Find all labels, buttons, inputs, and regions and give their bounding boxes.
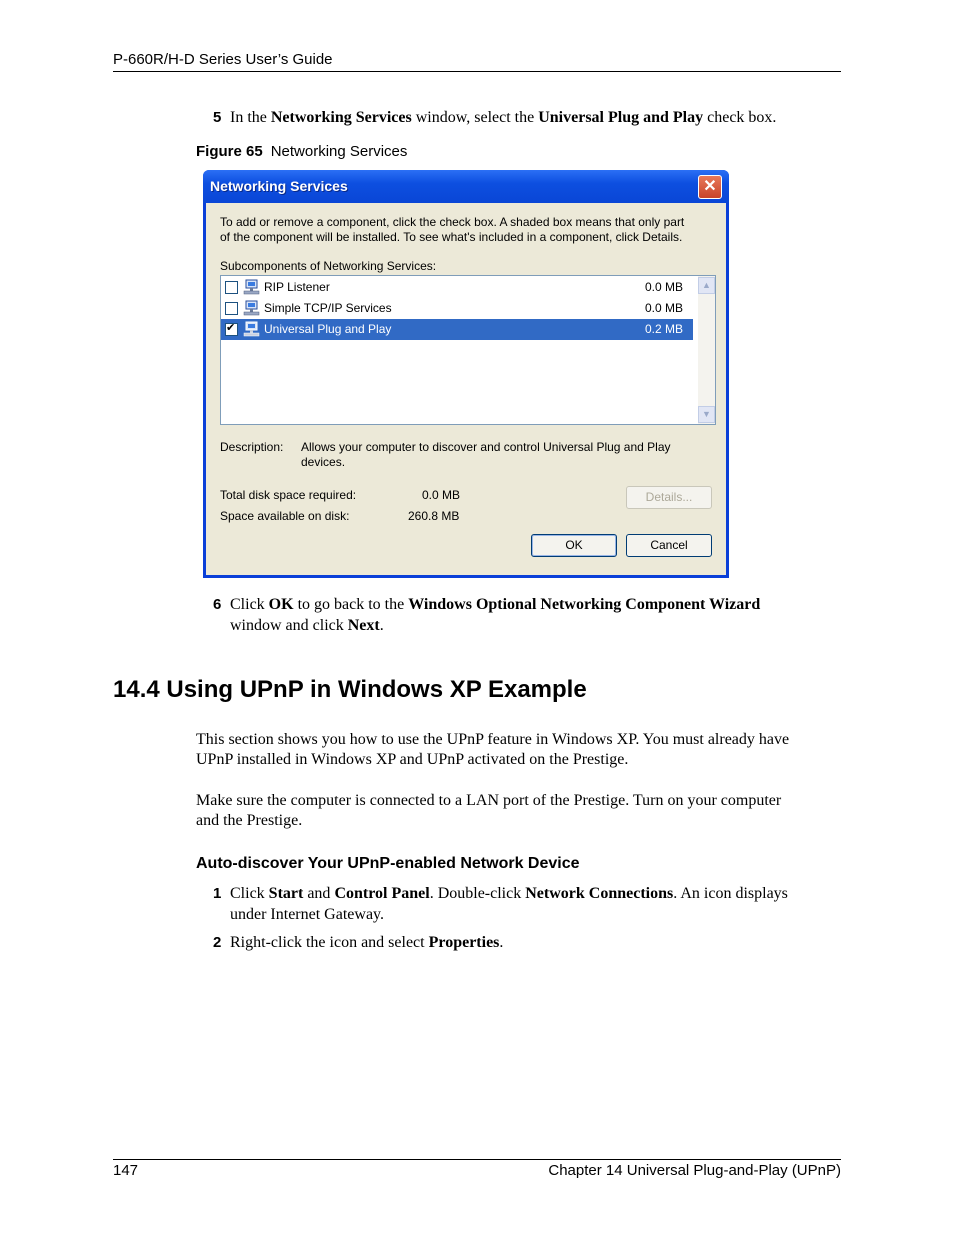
chapter-footer: Chapter 14 Universal Plug-and-Play (UPnP) [548,1162,841,1179]
disk-available-value: 260.8 MB [408,509,460,523]
disk-required-label: Total disk space required: [220,488,357,502]
paragraph-intro: This section shows you how to use the UPnP feature in Windows XP. You must already have UPnP installed in Windows XP and UPnP activated on the Prestige. [196,731,790,768]
step-number: 1 [213,885,222,902]
close-button[interactable] [698,175,722,199]
page-number: 147 [113,1162,139,1179]
item-size: 0.2 MB [644,322,683,336]
subcomponents-label: Subcomponents of Networking Services: [220,259,437,273]
section-title: 14.4 Using UPnP in Windows XP Example [113,676,587,703]
running-header: P-660R/H-D Series User’s Guide [113,51,333,68]
ok-button[interactable]: OK [531,534,617,557]
networking-services-dialog [203,170,729,578]
description-line-1: Allows your computer to discover and control Universal Plug and Play [301,440,671,454]
item-label: Simple TCP/IP Services [264,301,392,315]
checkbox[interactable] [225,302,238,315]
list-item-rip-listener[interactable] [221,277,693,298]
dialog-title-bar[interactable] [203,170,729,203]
paragraph-setup: Make sure the computer is connected to a LAN port of the Prestige. Turn on your computer and the Prestige. [196,792,782,829]
figure-caption-text: Networking Services [270,143,408,160]
cancel-button[interactable]: Cancel [626,534,712,557]
subcomponents-list[interactable] [220,275,716,425]
step-6: 6 Click OK to go back to the Windows Optional Networking Component Wizard window and click Next. [213,596,761,634]
description-label: Description: [220,440,284,454]
checkbox[interactable] [225,281,238,294]
dialog-body [206,203,726,575]
close-icon: ✕ [703,178,717,195]
step-number: 2 [213,934,222,951]
list-scrollbar[interactable] [698,276,715,424]
disk-available-label: Space available on disk: [220,509,350,523]
step-number: 6 [213,596,222,613]
chevron-down-icon: ▼ [702,409,711,419]
dialog-title: Networking Services [210,178,348,194]
instructions-line-1: To add or remove a component, click the check box. A shaded box means that only part [220,215,685,229]
instructions-line-2: of the component will be installed. To see what's included in a component, click Details. [220,230,683,244]
scroll-down-button[interactable] [698,406,715,423]
footer-rule [113,1159,841,1160]
step-1: 1 Click Start and Control Panel. Double-click Network Connections. An icon displays under Internet Gateway. [213,885,788,923]
item-label: Universal Plug and Play [264,322,392,336]
header-rule [113,71,841,72]
item-size: 0.0 MB [644,301,683,315]
description-line-2: devices. [301,455,346,469]
chevron-up-icon: ▲ [702,280,711,290]
item-label: RIP Listener [264,280,330,294]
figure-label: Figure 65 [196,143,263,160]
step-2: 2 Right-click the icon and select Properties. [213,934,504,951]
details-button[interactable]: Details... [626,486,712,509]
network-component-icon [243,279,260,295]
list-item-simple-tcpip[interactable] [221,298,693,319]
scroll-up-button[interactable] [698,277,715,294]
step-number: 5 [213,109,222,126]
disk-required-value: 0.0 MB [422,488,461,502]
item-size: 0.0 MB [644,280,683,294]
network-component-icon [243,300,260,316]
network-component-icon [243,321,260,337]
figure-caption [196,143,407,160]
step-5: 5 In the Networking Services window, select the Universal Plug and Play check box. [213,109,777,126]
subsection-heading: Auto-discover Your UPnP-enabled Network Device [196,855,580,872]
checkbox-checked[interactable] [225,323,238,336]
list-item-upnp[interactable] [221,319,693,340]
